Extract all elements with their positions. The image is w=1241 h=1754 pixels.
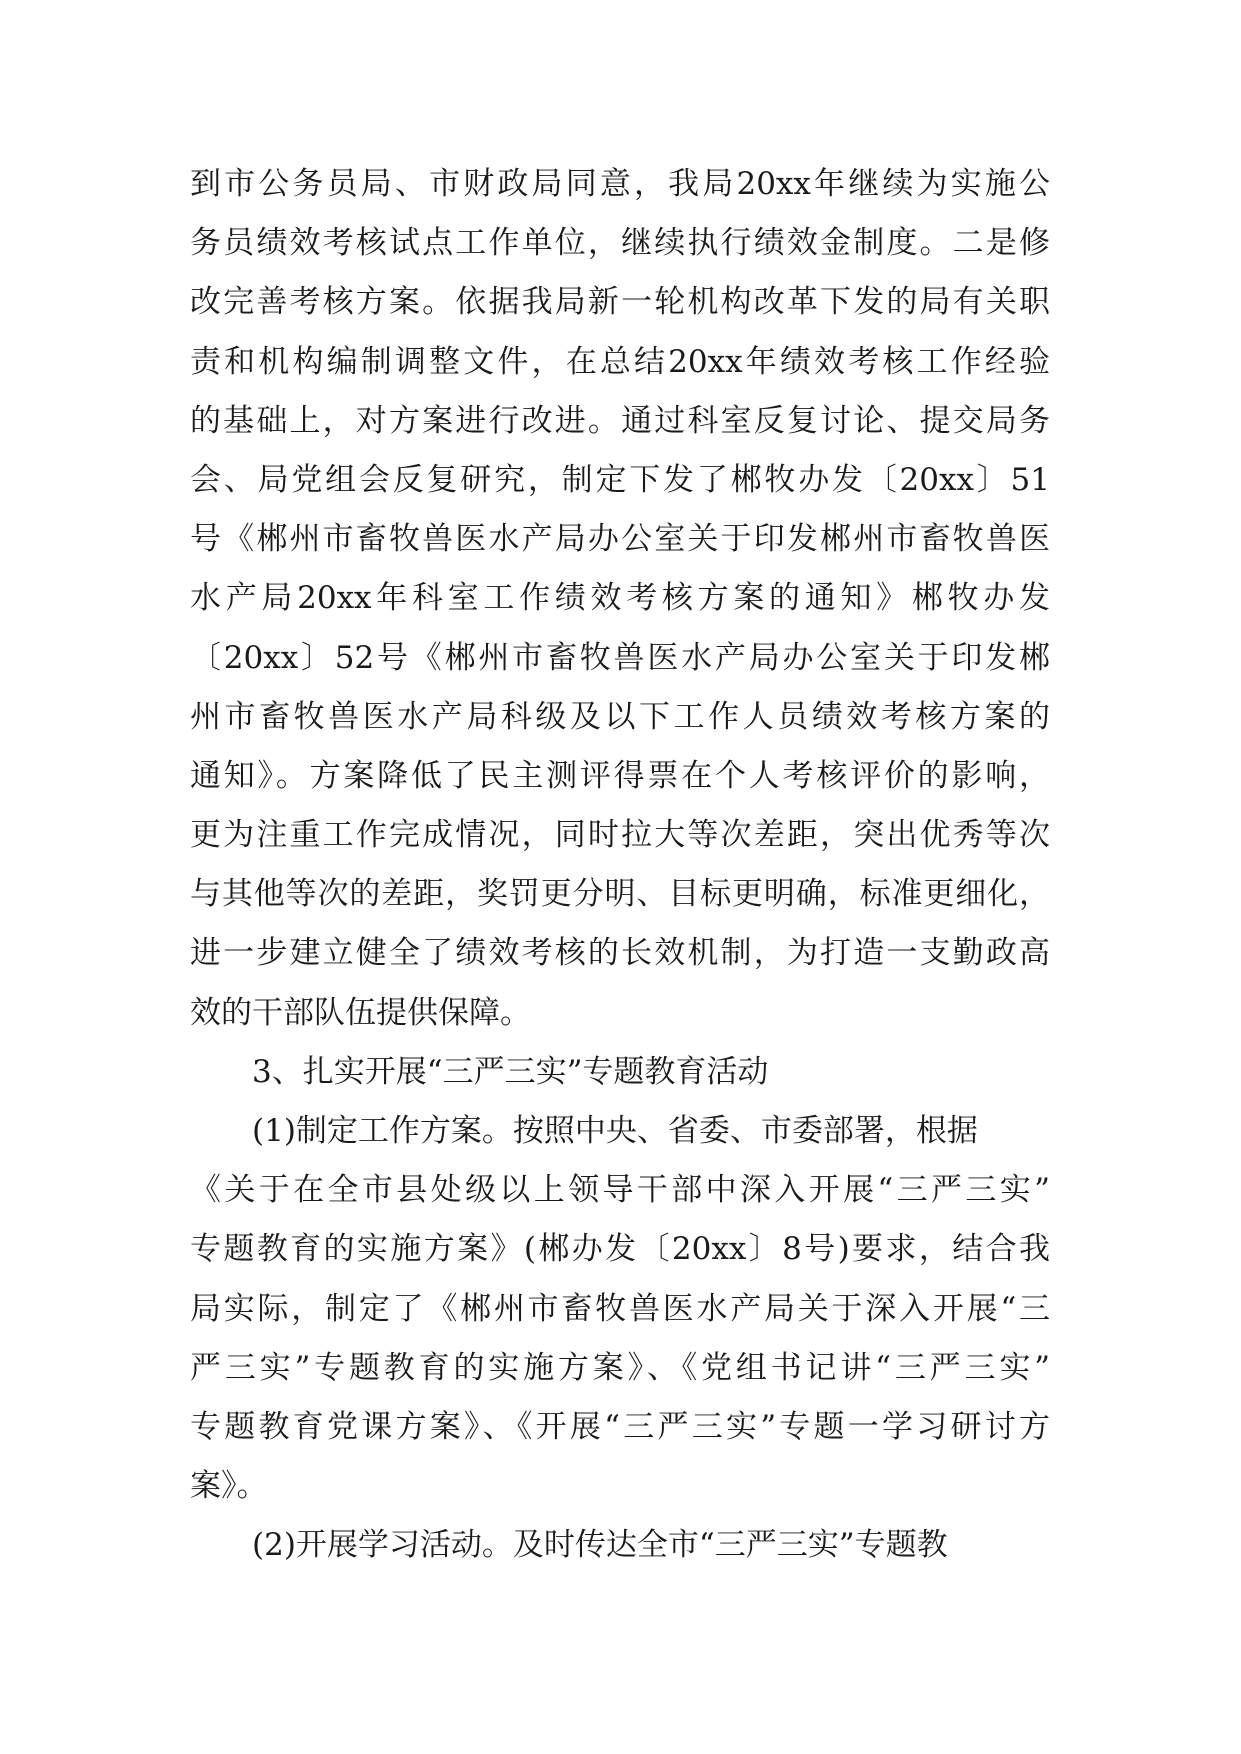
text-line: 通知》。方案降低了民主测评得票在个人考核评价的影响， bbox=[190, 757, 1050, 794]
text-line: 责和机构编制调整文件，在总结20xx年绩效考核工作经验 bbox=[190, 343, 1050, 380]
text-line: 州市畜牧兽医水产局科级及以下工作人员绩效考核方案的 bbox=[190, 698, 1050, 735]
text-line: 务员绩效考核试点工作单位，继续执行绩效金制度。二是修 bbox=[190, 225, 1050, 262]
paragraph-performance-assessment bbox=[190, 155, 1050, 1043]
text-line: 局实际，制定了《郴州市畜牧兽医水产局关于深入开展“三 bbox=[190, 1290, 1050, 1327]
text-line: 进一步建立健全了绩效考核的长效机制，为打造一支勤政高 bbox=[190, 935, 1050, 972]
text-line: 专题教育党课方案》、《开展“三严三实”专题一学习研讨方 bbox=[190, 1408, 1050, 1445]
text-line: 严三实”专题教育的实施方案》、《党组书记讲“三严三实” bbox=[190, 1349, 1050, 1386]
text-line: 效的干部队伍提供保障。 bbox=[190, 994, 531, 1031]
text-line: 《关于在全市县处级以上领导干部中深入开展“三严三实” bbox=[190, 1172, 1050, 1209]
text-line: 专题教育的实施方案》(郴办发〔20xx〕8号)要求，结合我 bbox=[190, 1231, 1050, 1268]
paragraph-study-activities bbox=[190, 1516, 1050, 1575]
text-line: (1)制定工作方案。按照中央、省委、市委部署，根据 bbox=[252, 1113, 978, 1149]
section-heading: 3、扎实开展“三严三实”专题教育活动 bbox=[252, 1053, 769, 1090]
text-line: 〔20xx〕52号《郴州市畜牧兽医水产局办公室关于印发郴 bbox=[190, 639, 1050, 676]
body-text bbox=[190, 155, 1050, 1576]
text-line: 的基础上，对方案进行改进。通过科室反复讨论、提交局务 bbox=[190, 402, 1050, 439]
text-line: 会、局党组会反复研究，制定下发了郴牧办发〔20xx〕51 bbox=[190, 461, 1050, 498]
text-line: 改完善考核方案。依据我局新一轮机构改革下发的局有关职 bbox=[190, 284, 1050, 321]
text-line: 更为注重工作完成情况，同时拉大等次差距，突出优秀等次 bbox=[190, 817, 1050, 854]
text-line: 水产局20xx年科室工作绩效考核方案的通知》郴牧办发 bbox=[190, 580, 1050, 617]
text-line: 号《郴州市畜牧兽医水产局办公室关于印发郴州市畜牧兽医 bbox=[190, 521, 1050, 558]
text-line: 与其他等次的差距，奖罚更分明、目标更明确，标准更细化， bbox=[190, 876, 1050, 913]
text-line: (2)开展学习活动。及时传达全市“三严三实”专题教 bbox=[252, 1527, 948, 1564]
text-line: 到市公务员局、市财政局同意，我局20xx年继续为实施公 bbox=[190, 166, 1050, 202]
paragraph-work-plan bbox=[190, 1102, 1050, 1516]
text-line: 案》。 bbox=[190, 1468, 268, 1505]
